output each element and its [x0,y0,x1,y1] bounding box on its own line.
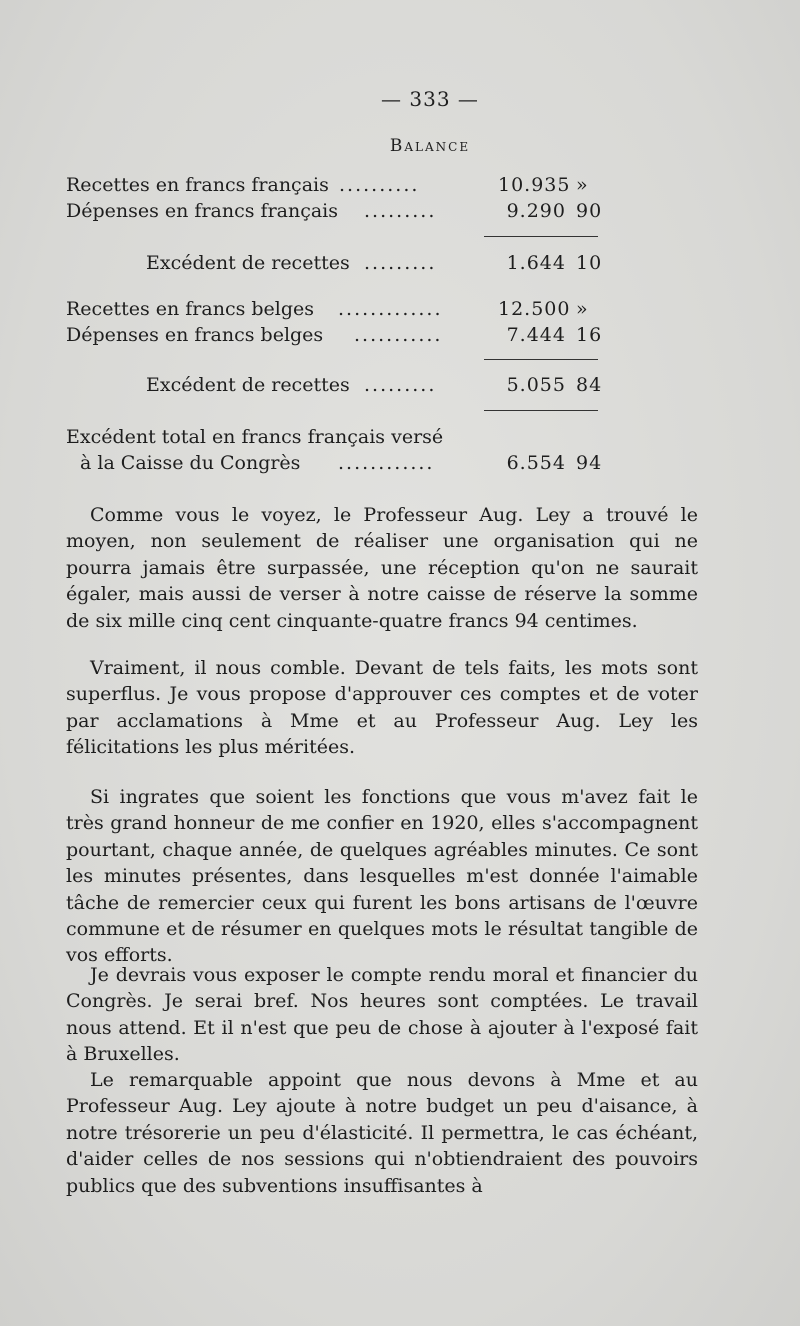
balance-label: Excédent total en francs français versé [66,426,444,448]
sum-rule [484,236,598,237]
balance-row [66,250,602,276]
balance-row [66,172,602,198]
balance-amount: 9.290 [506,200,566,222]
paragraph-text: Je devrais vous exposer le compte rendu moral et financier du Congrès. Je serai bref. Nos heures sont comptées. Le travail nous attend. Et il n'est que peu de chose à ajouter à l'exposé fait à Bruxelles. [66,964,698,1066]
paragraph-text: Comme vous le voyez, le Professeur Aug. Ley a trouvé le moyen, non seulement de réaliser une organisation qui ne pourra jamais être surpassée, une réception qu'on ne saurait égaler, mais aussi de verser à notre caisse de réserve la somme de six mille cinq cent cinquante-quatre francs 94 centimes. [66,504,698,632]
balance-label: à la Caisse du Congrès [80,452,301,474]
body-paragraph [66,502,698,634]
balance-row [66,198,602,224]
dot-leader: ........... [354,324,443,346]
balance-amount: 1.644 [506,252,566,274]
sum-rule [484,359,598,360]
paragraph-text: Vraiment, il nous comble. Devant de tels faits, les mots sont superflus. Je vous propose d'approuver ces comptes et de voter par acclamations à Mme et au Professeur Aug. Ley les félicitations les plus méritées. [66,657,698,759]
balance-row [66,450,602,476]
balance-label: Recettes en francs belges [66,298,315,320]
balance-label: Excédent de recettes [146,374,350,396]
section-title: Balance [389,136,471,156]
balance-amount: 5.055 [506,374,566,396]
body-paragraph [66,655,698,761]
balance-cents: 84 [576,374,603,396]
dot-leader: ......... [364,252,437,274]
dot-leader: ......... [364,200,437,222]
balance-cents: 90 [576,200,603,222]
body-paragraph [66,1067,698,1199]
balance-amount: 12.500 [498,298,571,320]
balance-label: Recettes en francs français [66,174,329,196]
balance-amount: 6.554 [506,452,566,474]
balance-amount: 10.935 [498,174,571,196]
balance-label: Dépenses en francs français [66,200,339,222]
paragraph-text: Si ingrates que soient les fonctions que vous m'avez fait le très grand honneur de me confier en 1920, elles s'accompagnent pourtant, chaque année, de quelques agréables minutes. Ce sont les minutes présentes, dans lesquelles m'est donnée l'aimable tâche de remercier ceux qui furent les bons artisans de l'œuvre commune et de résumer en quelques mots le résultat tangible de vos efforts. [66,786,698,967]
paragraph-text: Le remarquable appoint que nous devons à Mme et au Professeur Aug. Ley ajoute à notre budget un peu d'aisance, à notre trésorerie un peu d'élasticité. Il permettra, le cas échéant, d'aider celles de nos sessions qui n'obtiendraient des pouvoirs publics que des subventions insuffisantes à [66,1069,698,1197]
balance-label: Excédent de recettes [146,252,350,274]
balance-row [66,372,602,398]
balance-label: Dépenses en francs belges [66,324,324,346]
balance-amount: 7.444 [506,324,566,346]
body-paragraph [66,962,698,1068]
balance-cents: 10 [576,252,603,274]
dot-leader: ............ [338,452,435,474]
balance-cents: » [576,298,589,320]
dot-leader: .......... [339,174,420,196]
balance-row [66,424,602,450]
sum-rule [484,410,598,411]
dot-leader: ............. [338,298,443,320]
balance-row [66,322,602,348]
balance-row [66,296,602,322]
page-number: — 333 — [381,87,479,111]
balance-cents: 16 [576,324,603,346]
dot-leader: ......... [364,374,437,396]
balance-cents: » [576,174,589,196]
balance-cents: 94 [576,452,603,474]
body-paragraph [66,784,698,969]
